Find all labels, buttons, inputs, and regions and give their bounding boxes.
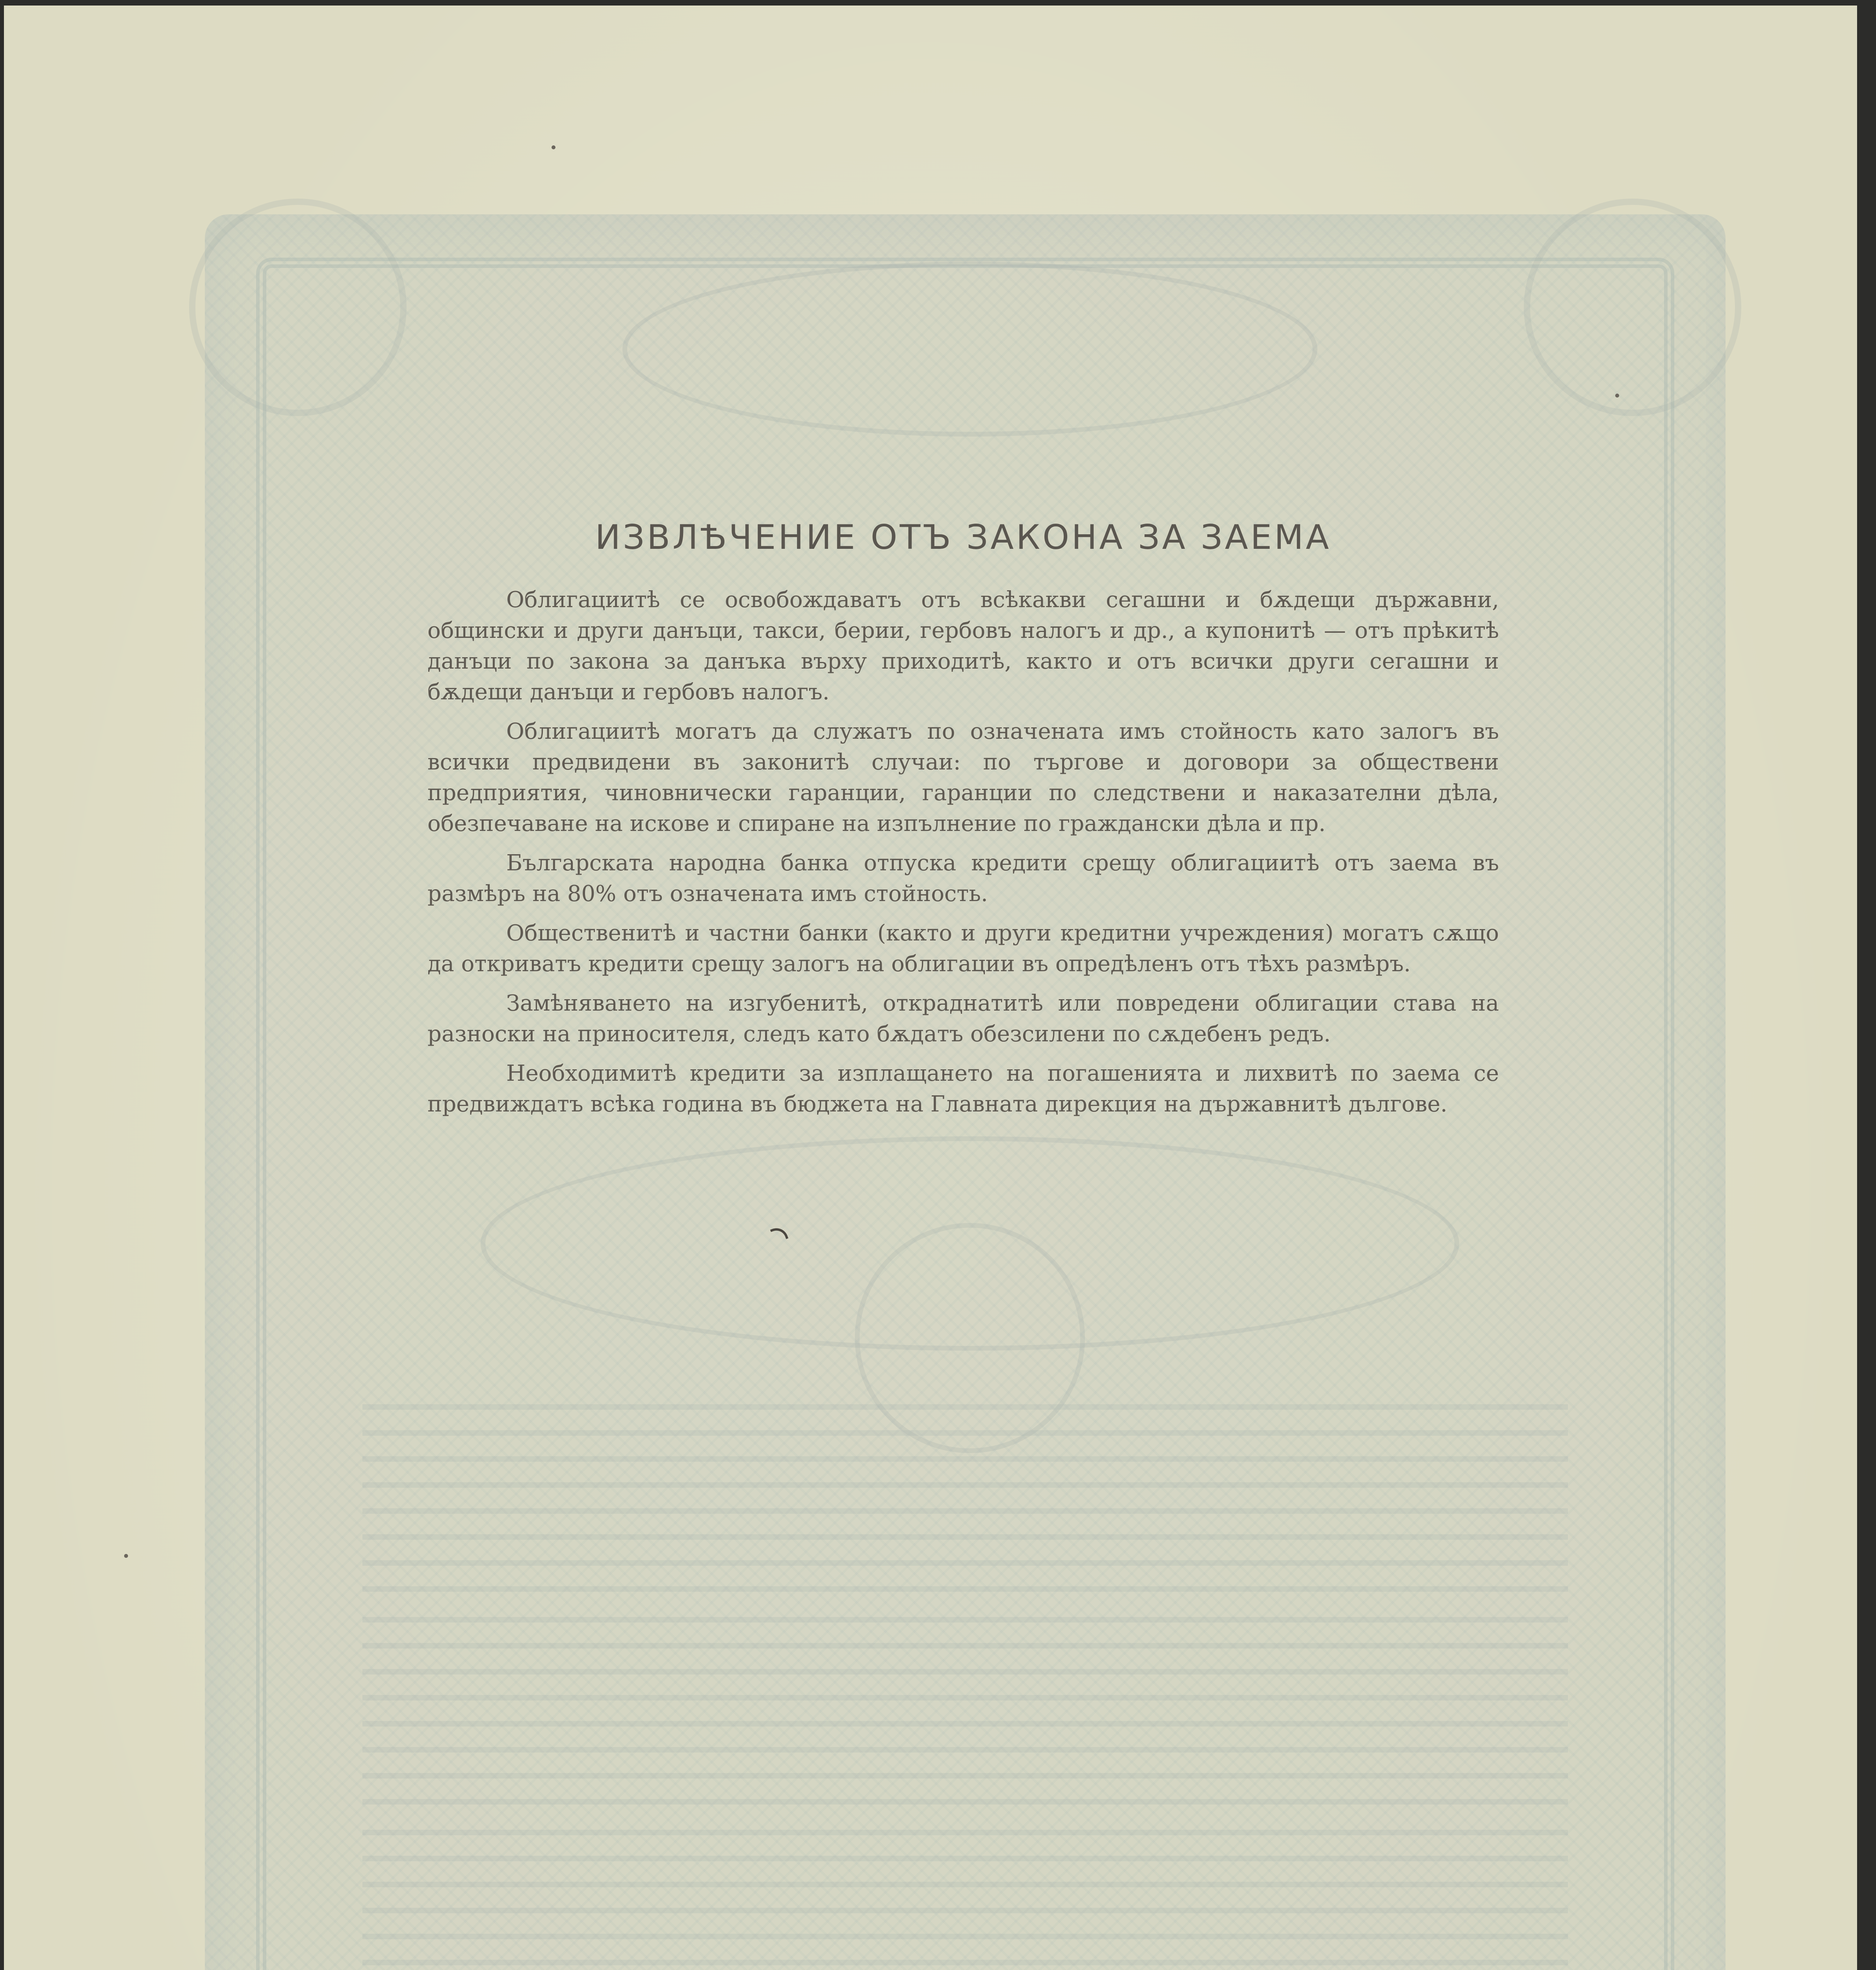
paper-speck [1615,394,1619,398]
bleedthrough-flourish [189,199,407,416]
paragraph: Облигациитѣ могатъ да служатъ по означената имъ стойность като залогъ въ всички предвидени въ законитѣ случаи: по търгове и договори за обществени предприятия, чиновнически гаранции, гаранции по следствени и наказателни дѣла, обезпечаване на искове и спиране на изпълнение по граждански дѣла и пр. [427,719,1499,836]
paragraph: Облигациитѣ се освобождаватъ отъ всѣкакви сегашни и бѫдещи държавни, общински и други данъци, такси, берии, гербовъ налогъ и др., а купонитѣ — отъ прѣкитѣ данъци по закона за данъка върху приходитѣ, както и отъ всички други сегашни и бѫдещи данъци и гербовъ налогъ. [427,587,1499,705]
paragraph: Замѣняването на изгубенитѣ, откраднатитѣ или повредени облигации става на разноски на приносителя, следъ като бѫдатъ обезсилени по сѫдебенъ редъ. [427,991,1499,1047]
bleedthrough-flourish [1524,199,1741,416]
paragraph: Българската народна банка отпуска кредити срещу облигациитѣ отъ заема въ размѣръ на 80% отъ означената имъ стойность. [427,850,1499,907]
bleedthrough-text-lines [362,1404,1568,1609]
bleedthrough-text-lines [362,1830,1568,1970]
bleedthrough-ornament [622,262,1317,437]
paper-sheet [4,6,1857,1970]
paragraph: Необходимитѣ кредити за изплащането на погашенията и лихвитѣ по заема се предвиждатъ всѣка година въ бюджета на Главната дирекция на държавнитѣ дългове. [427,1061,1499,1117]
bleedthrough-text-lines [362,1617,1568,1822]
paragraph: Общественитѣ и частни банки (както и други кредитни учреждения) могатъ сѫщо да откриватъ кредити срещу залогъ на облигации въ опредѣленъ отъ тѣхъ размѣръ. [427,920,1499,977]
paper-speck [124,1554,128,1558]
paper-speck [552,145,555,149]
law-extract [427,518,1499,1128]
document-title: ИЗВЛѢЧЕНИЕ ОТЪ ЗАКОНА ЗА ЗАЕМА [595,518,1332,557]
